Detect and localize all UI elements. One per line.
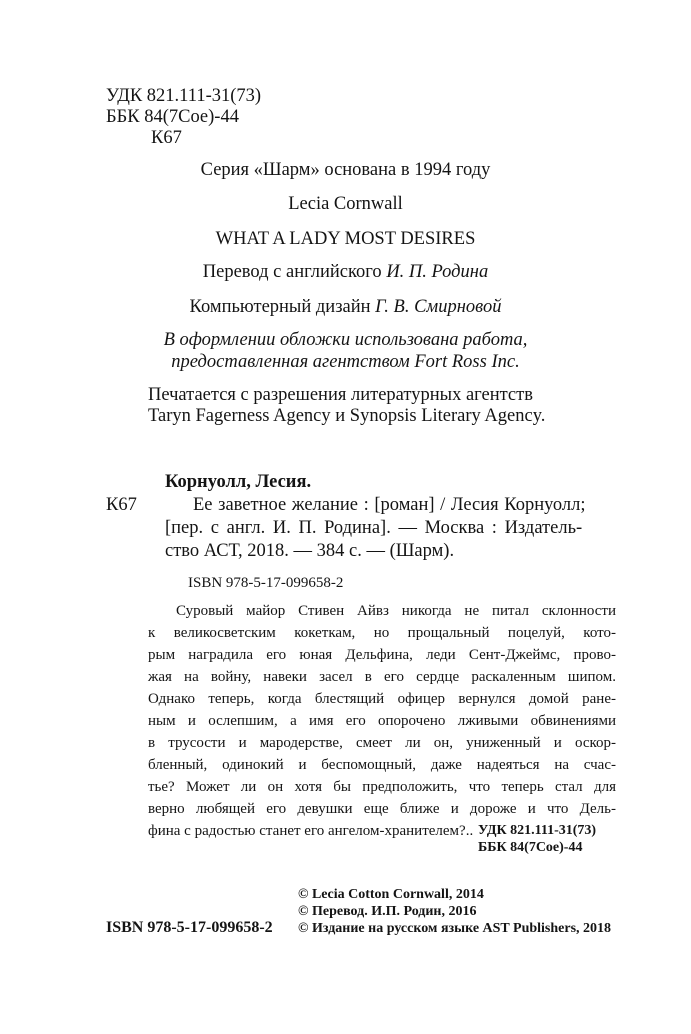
udk-code: УДК 821.111-31(73) [106, 86, 262, 106]
copyright-line: © Lecia Cotton Cornwall, 2014 [298, 887, 484, 902]
classification-codes-bottom [478, 822, 596, 856]
bbk-code: ББК 84(7Сое)-44 [106, 107, 239, 127]
annotation-line: в трусости и мародерстве, смеет ли он, униженный и оскор- [148, 735, 616, 751]
original-title: WHAT A LADY MOST DESIRES [215, 229, 476, 249]
catalog-line: ство АСТ, 2018. — 384 с. — (Шарм). [165, 541, 455, 561]
catalog-author-heading: Корнуолл, Лесия. [165, 472, 312, 492]
udk-code-bottom: УДК 821.111-31(73) [478, 823, 597, 838]
translation-label: Перевод с английского [202, 262, 382, 282]
catalog-line: Ее заветное желание : [роман] / Лесия Корнуолл; [193, 495, 586, 515]
author-mark: К67 [151, 128, 182, 148]
cover-note [0, 330, 691, 374]
translator-name: И. П. Родина [386, 262, 489, 282]
annotation-line: бленный, одинокий и беспомощный, даже надеяться на счас- [148, 757, 616, 773]
permission-line: Taryn Fagerness Agency и Synopsis Literary Agency. [148, 406, 546, 426]
original-author: Lecia Cornwall [288, 194, 403, 214]
classification-codes-top [106, 86, 261, 149]
copyright-block [298, 886, 611, 937]
annotation-line: к великосветским кокеткам, но прощальный поцелуй, кото- [148, 625, 616, 641]
annotation-line: фина с радостью станет его ангелом-хранителем?.. [148, 823, 474, 839]
designer-name: Г. В. Смирновой [375, 297, 502, 317]
annotation-line: тье? Может ли он хотя бы предположить, что теперь стал для [148, 779, 616, 795]
annotation-line: ным и ослепшим, а имя его опорочено лживыми обвинениями [148, 713, 616, 729]
annotation-line: Суровый майор Стивен Айвз никогда не питал склонности [176, 603, 616, 619]
annotation [148, 602, 616, 844]
catalog-isbn: ISBN 978-5-17-099658-2 [188, 575, 344, 591]
isbn-bottom: ISBN 978-5-17-099658-2 [106, 919, 273, 936]
annotation-line: рым наградила его юная Дельфина, леди Сент-Джеймс, прово- [148, 647, 616, 663]
series-line: Серия «Шарм» основана в 1994 году [200, 160, 491, 180]
design-label: Компьютерный дизайн [189, 297, 371, 317]
design-credit [0, 297, 691, 318]
bbk-code-bottom: ББК 84(7Сое)-44 [478, 840, 583, 855]
cover-note-line: В оформлении обложки использована работа, [163, 330, 528, 350]
cover-note-line: предоставленная агентством Fort Ross Inc. [171, 352, 520, 372]
catalog-author-mark: К67 [106, 495, 137, 515]
permission-line: Печатается с разрешения литературных агентств [148, 385, 533, 405]
permission-note [148, 385, 545, 427]
annotation-line: верно любящей его девушки еще ближе и дороже и что Дель- [148, 801, 616, 817]
translation-credit [0, 262, 691, 283]
catalog-line: [пер. с англ. И. П. Родина]. — Москва : Издатель- [165, 518, 583, 538]
annotation-line: Однако теперь, когда блестящий офицер вернулся домой ране- [148, 691, 616, 707]
annotation-line: жая на войну, навеки засел в его сердце раскаленным шипом. [148, 669, 616, 685]
copyright-line: © Перевод. И.П. Родин, 2016 [298, 904, 477, 919]
copyright-line: © Издание на русском языке AST Publishers, 2018 [298, 921, 612, 936]
